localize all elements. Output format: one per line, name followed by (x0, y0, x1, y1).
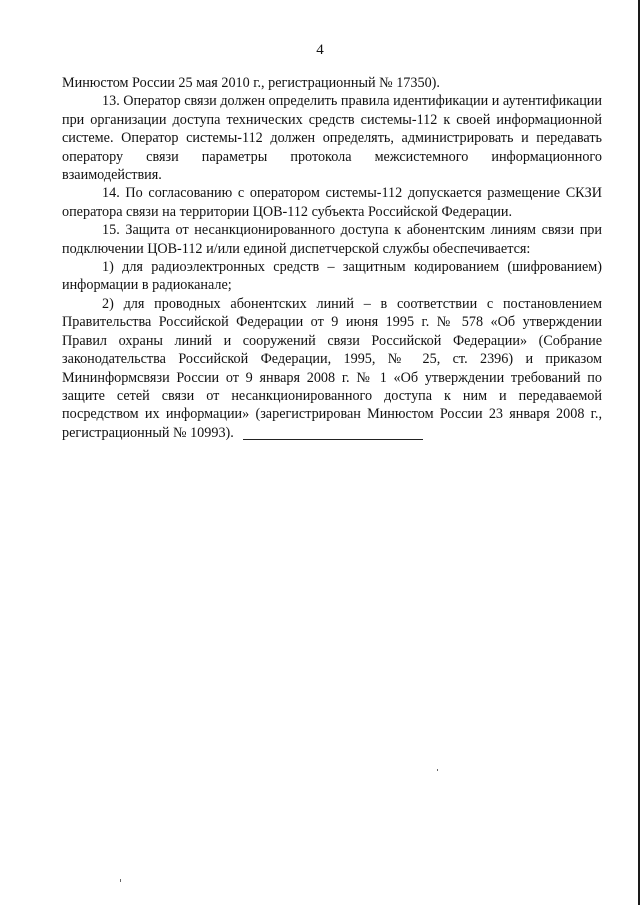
document-body (62, 74, 602, 442)
scan-speck (437, 769, 438, 771)
paragraph-13: 13. Оператор связи должен определить правила идентификации и аутентификации при организации доступа технических средств системы-112 к своей информационной системе. Оператор системы-112 должен определять, администрировать и передавать оператору связи параметры протокола межсистемного информационного взаимодействия. (62, 93, 602, 184)
paragraph-15-item-2: 2) для проводных абонентских линий – в соответствии с постановлением Правительства Российской Федерации от 9 июня 1995 г. № 578 «Об утверждении Правил охраны линий и сооружений связи Российской Федерации» (Собрание законодательства Российской Федерации, 1995, № 25, ст. 2396) и приказом Мининформсвязи России от 9 января 2008 г. № 1 «Об утверждении требований по защите сетей связи от несанкционированного доступа к ним и передаваемой посредством их информации» (зарегистрирован Минюстом России 23 января 2008 г., регистрационный № 10993). (62, 295, 602, 441)
scan-speck (120, 879, 121, 882)
end-of-text-rule (243, 439, 423, 440)
paragraph-14: 14. По согласованию с оператором системы-112 допускается размещение СКЗИ оператора связи на территории ЦОВ-112 субъекта Российской Федерации. (62, 185, 602, 220)
paragraph-15: 15. Защита от несанкционированного доступа к абонентским линиям связи при подключении ЦОВ-112 и/или единой диспетчерской службы обеспечивается: (62, 222, 602, 257)
paragraph-15-item-1: 1) для радиоэлектронных средств – защитным кодированием (шифрованием) информации в радиоканале; (62, 259, 602, 294)
page-number: 4 (316, 42, 324, 58)
paragraph-continuation: Минюстом России 25 мая 2010 г., регистрационный № 17350). (62, 75, 440, 91)
